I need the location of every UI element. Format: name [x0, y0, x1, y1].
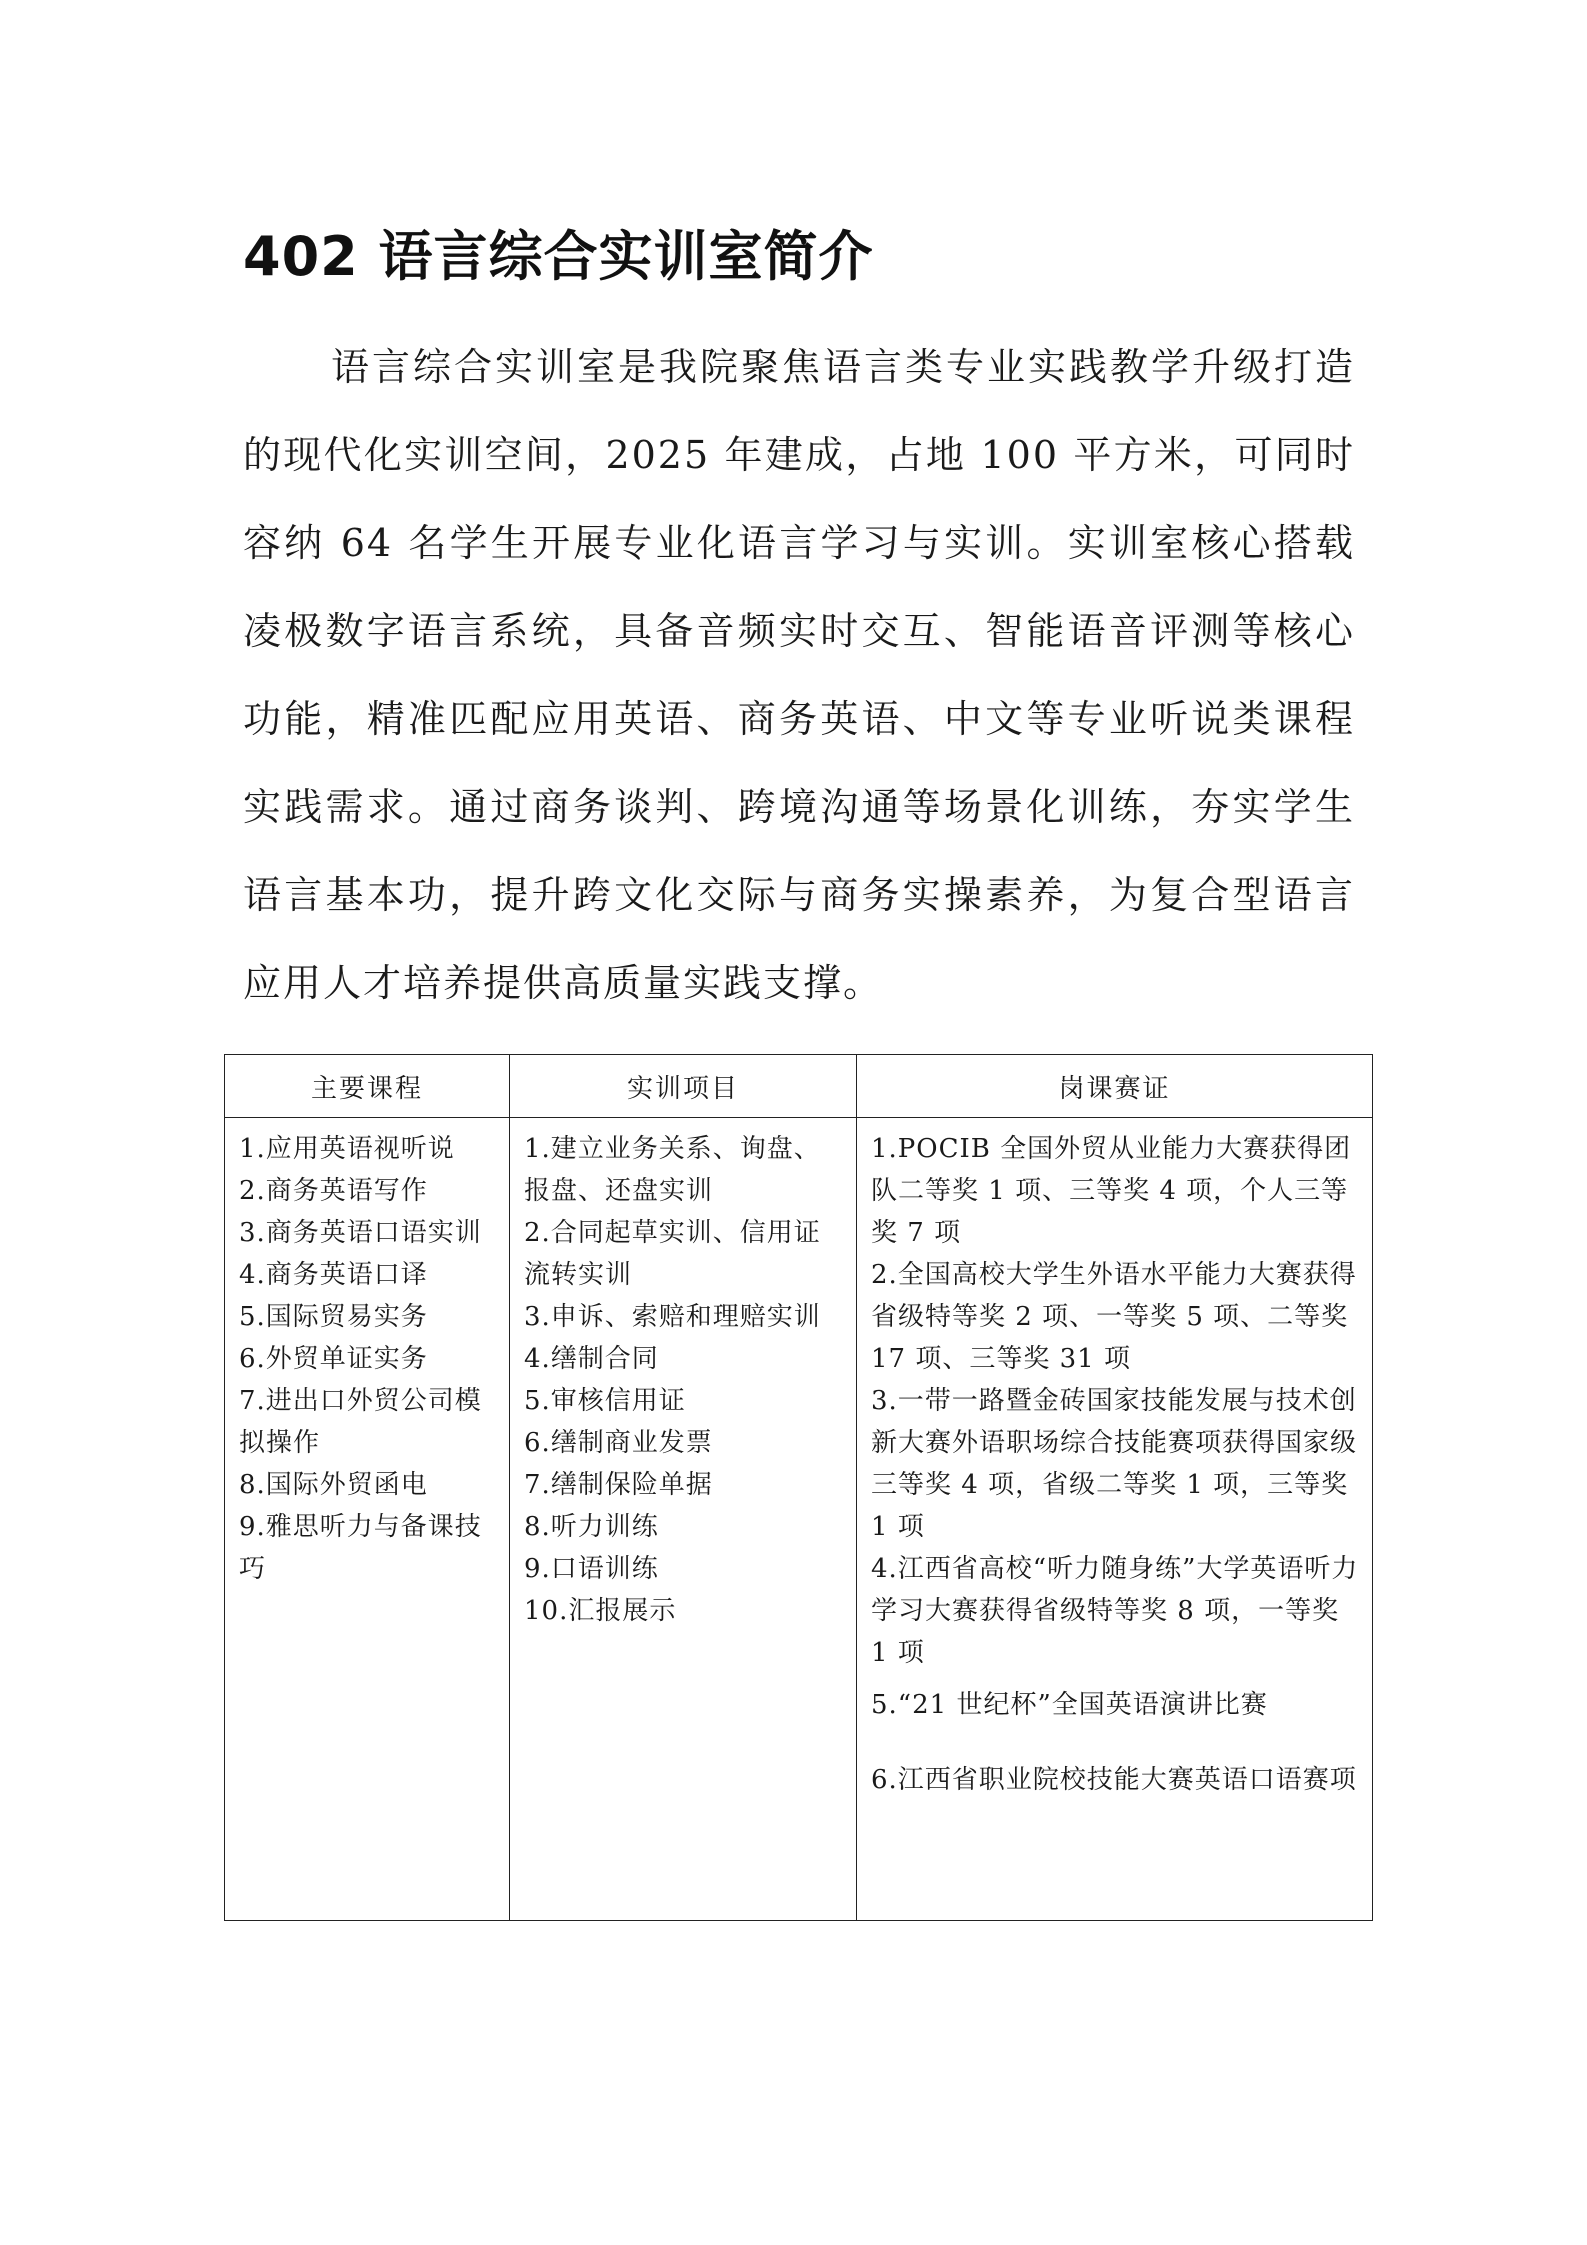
- award-item: 2.全国高校大学生外语水平能力大赛获得省级特等奖 2 项、一等奖 5 项、二等奖 17 项、三等奖 31 项: [871, 1260, 1357, 1374]
- project-item: 4.缮制合同: [524, 1344, 659, 1374]
- project-item: 5.审核信用证: [524, 1386, 686, 1416]
- course-item: 4.商务英语口译: [239, 1260, 428, 1290]
- table-header-row: [225, 1055, 1373, 1118]
- course-item: 1.应用英语视听说: [239, 1134, 455, 1164]
- awards-cell: [857, 1118, 1373, 1921]
- project-item: 8.听力训练: [524, 1512, 659, 1542]
- project-item: 6.缮制商业发票: [524, 1428, 713, 1458]
- course-item: 8.国际外贸函电: [239, 1470, 428, 1500]
- info-table: [224, 1054, 1373, 1921]
- header-awards: 岗课赛证: [857, 1055, 1373, 1118]
- award-item: 5.“21 世纪杯”全国英语演讲比赛: [871, 1690, 1268, 1720]
- award-item: 4.江西省高校“听力随身练”大学英语听力学习大赛获得省级特等奖 8 项，一等奖 1 项: [871, 1554, 1359, 1668]
- course-item: 7.进出口外贸公司模拟操作: [239, 1386, 482, 1458]
- course-item: 2.商务英语写作: [239, 1176, 428, 1206]
- projects-cell: [510, 1118, 857, 1921]
- course-item: 3.商务英语口语实训: [239, 1218, 482, 1248]
- award-item: 1.POCIB 全国外贸从业能力大赛获得团队二等奖 1 项、三等奖 4 项，个人三等奖 7 项: [871, 1134, 1352, 1248]
- project-item: 9.口语训练: [524, 1554, 659, 1584]
- table-row: [225, 1118, 1373, 1921]
- project-item: 10.汇报展示: [524, 1596, 677, 1626]
- page-title: 402 语言综合实训室简介: [243, 225, 874, 288]
- project-item: 7.缮制保险单据: [524, 1470, 713, 1500]
- award-item: 6.江西省职业院校技能大赛英语口语赛项: [871, 1765, 1357, 1795]
- course-item: 9.雅思听力与备课技巧: [239, 1512, 482, 1584]
- course-item: 6.外贸单证实务: [239, 1344, 428, 1374]
- project-item: 3.申诉、索赔和理赔实训: [524, 1302, 821, 1332]
- project-item: 1.建立业务关系、询盘、报盘、还盘实训: [524, 1134, 821, 1206]
- header-courses: 主要课程: [225, 1055, 510, 1118]
- award-item: 3.一带一路暨金砖国家技能发展与技术创新大赛外语职场综合技能赛项获得国家级三等奖 4 项，省级二等奖 1 项，三等奖 1 项: [871, 1386, 1358, 1542]
- course-item: 5.国际贸易实务: [239, 1302, 428, 1332]
- header-projects: 实训项目: [510, 1055, 857, 1118]
- intro-paragraph: 语言综合实训室是我院聚焦语言类专业实践教学升级打造的现代化实训空间，2025 年建成，占地 100 平方米，可同时容纳 64 名学生开展专业化语言学习与实训。实训室核心搭载凌极数字语言系统，具备音频实时交互、智能语音评测等核心功能，精准匹配应用英语、商务英语、中文等专业听说类课程实践需求。通过商务谈判、跨境沟通等场景化训练，夯实学生语言基本功，提升跨文化交际与商务实操素养，为复合型语言应用人才培养提供高质量实践支撑。: [243, 345, 1355, 1005]
- project-item: 2.合同起草实训、信用证流转实训: [524, 1218, 821, 1290]
- courses-cell: [225, 1118, 510, 1921]
